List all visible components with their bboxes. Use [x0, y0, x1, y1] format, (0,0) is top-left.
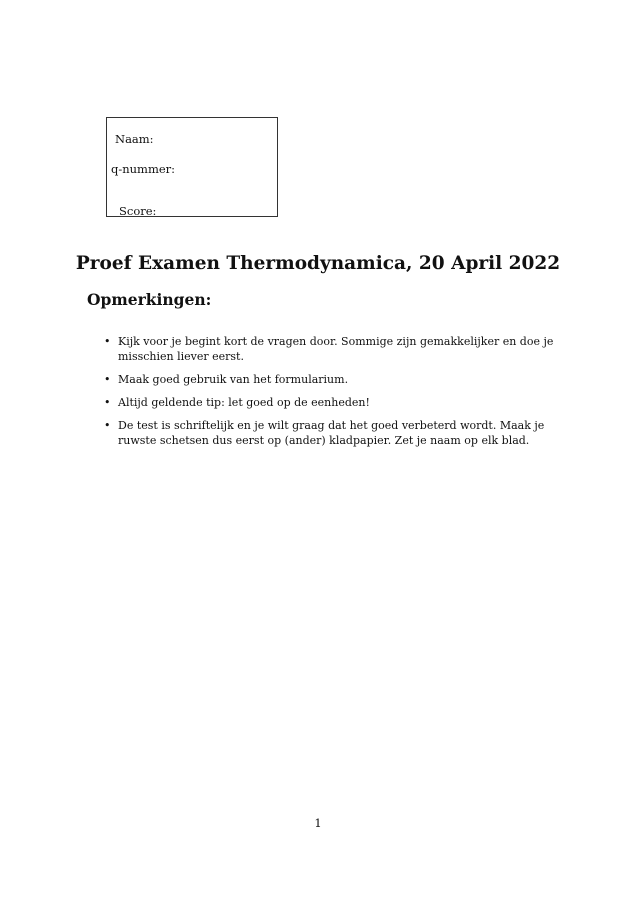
remark-item [104, 418, 564, 448]
remark-text: Altijd geldende tip: let goed op de eenheden! [118, 396, 370, 409]
remark-item [104, 372, 564, 387]
remarks-list [104, 334, 564, 456]
remark-item [104, 334, 564, 364]
bullet-icon: • [104, 335, 111, 348]
student-info-box [106, 117, 278, 217]
qnumber-label: q-nummer: [111, 162, 176, 176]
bullet-icon: • [104, 373, 111, 386]
page-number: 1 [314, 816, 322, 830]
bullet-icon: • [104, 419, 111, 432]
remarks-heading: Opmerkingen: [87, 290, 212, 309]
name-label: Naam: [115, 132, 154, 146]
exam-title: Proef Examen Thermodynamica, 20 April 2022 [75, 253, 561, 274]
score-label: Score: [119, 204, 157, 218]
remark-text: Kijk voor je begint kort de vragen door. Sommige zijn gemakkelijker en doe je misschien liever eerst. [118, 335, 554, 363]
remark-text: De test is schriftelijk en je wilt graag dat het goed verbeterd wordt. Maak je ruwste schetsen dus eerst op (ander) kladpapier. Zet je naam op elk blad. [118, 419, 545, 447]
remark-text: Maak goed gebruik van het formularium. [118, 373, 349, 386]
remark-item [104, 395, 564, 410]
bullet-icon: • [104, 396, 111, 409]
